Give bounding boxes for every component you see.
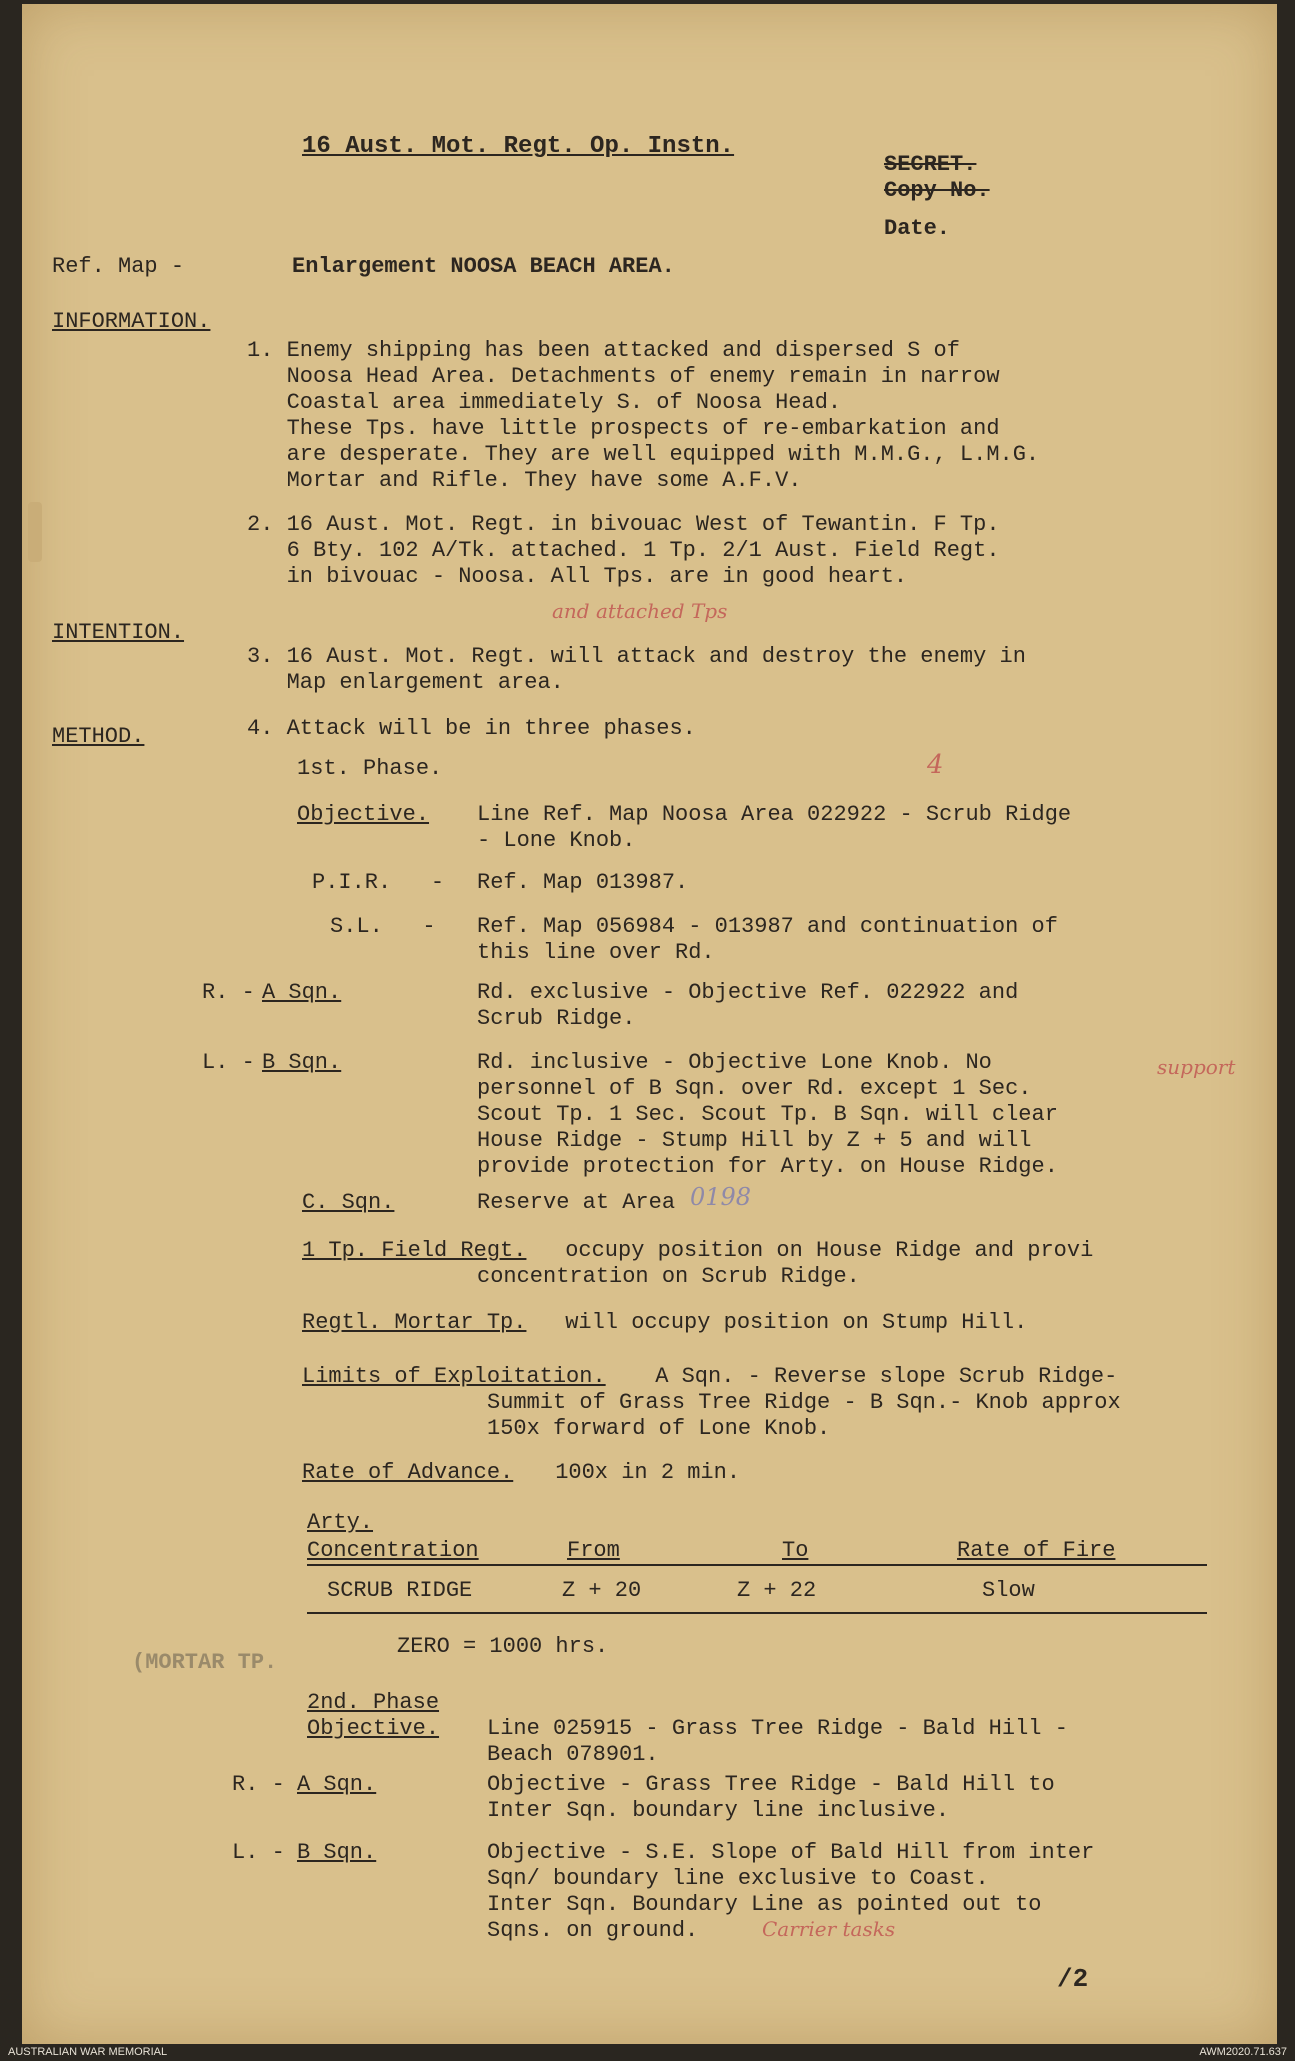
handwritten-carrier-note: Carrier tasks <box>762 1917 896 1941</box>
ref-map-label: Ref. Map - <box>52 254 185 279</box>
rate-text: 100x in 2 min. <box>542 1460 741 1485</box>
paragraph-4: 4. Attack will be in three phases. <box>247 716 696 741</box>
para-line: 6 Bty. 102 A/Tk. attached. 1 Tp. 2/1 Aust. Field Regt. <box>247 538 1000 563</box>
ref-map-value: Enlargement NOOSA BEACH AREA. <box>292 254 675 279</box>
limits-text: A Sqn. - Reverse slope Scrub Ridge- <box>642 1364 1118 1389</box>
zero-hour: ZERO = 1000 hrs. <box>397 1634 609 1659</box>
document-title: 16 Aust. Mot. Regt. Op. Instn. <box>302 133 735 160</box>
arty-col-concentration: Concentration <box>307 1538 479 1563</box>
c-sqn-text: Reserve at Area <box>477 1190 676 1215</box>
section-information: INFORMATION. <box>52 309 211 334</box>
copy-number: Copy No. <box>884 178 990 203</box>
handwritten-phase-mark: 4 <box>927 750 944 780</box>
phase2-b-sqn-text: Objective - S.E. Slope of Bald Hill from inter <box>487 1840 1095 1865</box>
phase2-b-sqn-label: B Sqn. <box>297 1840 377 1865</box>
c-sqn-label: C. Sqn. <box>302 1190 395 1215</box>
phase1-b-sqn-text: personnel of B Sqn. over Rd. except 1 Sec. <box>477 1076 1032 1101</box>
arty-cell: Z + 20 <box>562 1578 642 1603</box>
section-intention: INTENTION. <box>52 620 185 645</box>
phase1-b-sqn-label: B Sqn. <box>262 1050 342 1075</box>
para-line: in bivouac - Noosa. All Tps. are in good heart. <box>247 564 908 589</box>
right-prefix: R. - <box>202 980 255 1005</box>
right-prefix: R. - <box>232 1772 285 1797</box>
mortar-text: will occupy position on Stump Hill. <box>552 1310 1028 1335</box>
para-line: These Tps. have little prospects of re-embarkation and <box>247 416 1000 441</box>
phase2-objective: Line 025915 - Grass Tree Ridge - Bald Hill - <box>487 1716 1068 1741</box>
left-prefix: L. - <box>232 1840 285 1865</box>
phase1-b-sqn-text: Rd. inclusive - Objective Lone Knob. No <box>477 1050 992 1075</box>
phase1-a-sqn-text: Scrub Ridge. <box>477 1006 636 1031</box>
phase1-objective: - Lone Knob. <box>477 828 636 853</box>
phase1-b-sqn-text: Scout Tp. 1 Sec. Scout Tp. B Sqn. will clear <box>477 1102 1058 1127</box>
para-line: are desperate. They are well equipped with M.M.G., L.M.G. <box>247 442 1040 467</box>
pir-value: Ref. Map 013987. <box>477 870 689 895</box>
phase1-a-sqn-text: Rd. exclusive - Objective Ref. 022922 and <box>477 980 1019 1005</box>
arty-col-rate: Rate of Fire <box>957 1538 1116 1563</box>
limits-text: 150x forward of Lone Knob. <box>487 1416 831 1441</box>
phase2-objective-label: Objective. <box>307 1716 440 1741</box>
field-regt-text: concentration on Scrub Ridge. <box>477 1264 860 1289</box>
left-prefix: L. - <box>202 1050 255 1075</box>
phase1-a-sqn-label: A Sqn. <box>262 980 342 1005</box>
page-number: /2 <box>1057 1964 1089 1994</box>
arty-cell: Z + 22 <box>737 1578 817 1603</box>
handwritten-support-note: support <box>1157 1055 1236 1079</box>
phase2-b-sqn-text: Inter Sqn. Boundary Line as pointed out to <box>487 1892 1042 1917</box>
phase2-b-sqn-text: Sqns. on ground. <box>487 1918 699 1943</box>
phase2-a-sqn-text: Objective - Grass Tree Ridge - Bald Hill to <box>487 1772 1055 1797</box>
handwritten-area-number: 0198 <box>690 1183 752 1211</box>
phase2-a-sqn-text: Inter Sqn. boundary line inclusive. <box>487 1798 950 1823</box>
footer-credit: AUSTRALIAN WAR MEMORIAL <box>8 2046 168 2058</box>
rate-label: Rate of Advance. <box>302 1460 514 1485</box>
arty-col-from: From <box>567 1538 620 1563</box>
limits-label: Limits of Exploitation. <box>302 1364 606 1389</box>
footer-accession-number: AWM2020.71.637 <box>1199 2046 1287 2058</box>
para-line: Coastal area immediately S. of Noosa Head. <box>247 390 842 415</box>
para-line: 1. Enemy shipping has been attacked and dispersed S of <box>247 338 960 363</box>
faded-stamp-mortar: (MORTAR TP. <box>132 1650 278 1675</box>
limits-text: Summit of Grass Tree Ridge - B Sqn.- Knob approx <box>487 1390 1121 1415</box>
date-label: Date. <box>884 216 951 241</box>
sl-value: Ref. Map 056984 - 013987 and continuation of <box>477 914 1058 939</box>
secret-mark: SECRET. <box>884 152 977 177</box>
phase2-b-sqn-text: Sqn/ boundary line exclusive to Coast. <box>487 1866 989 1891</box>
mortar-label: Regtl. Mortar Tp. <box>302 1310 527 1335</box>
para-line: Mortar and Rifle. They have some A.F.V. <box>247 468 802 493</box>
table-rule <box>307 1564 1207 1566</box>
phase2-heading: 2nd. Phase <box>307 1690 440 1715</box>
field-regt-text: occupy position on House Ridge and provi <box>552 1238 1094 1263</box>
para-line: 2. 16 Aust. Mot. Regt. in bivouac West of Tewantin. F Tp. <box>247 512 1000 537</box>
arty-cell: SCRUB RIDGE <box>327 1578 473 1603</box>
field-regt-label: 1 Tp. Field Regt. <box>302 1238 527 1263</box>
phase1-b-sqn-text: provide protection for Arty. on House Ridge. <box>477 1154 1058 1179</box>
table-rule <box>307 1612 1207 1614</box>
document-page <box>22 4 1277 2044</box>
phase1-objective-label: Objective. <box>297 802 430 827</box>
phase1-heading: 1st. Phase. <box>297 756 443 781</box>
phase2-objective: Beach 078901. <box>487 1742 659 1767</box>
para-line: Map enlargement area. <box>247 670 564 695</box>
arty-cell: Slow <box>982 1578 1035 1603</box>
handwritten-note-intention: and attached Tps <box>552 599 728 623</box>
arty-heading: Arty. <box>307 1510 374 1535</box>
phase1-objective: Line Ref. Map Noosa Area 022922 - Scrub Ridge <box>477 802 1072 827</box>
pir-label: P.I.R. - <box>312 870 445 895</box>
para-line: Noosa Head Area. Detachments of enemy remain in narrow <box>247 364 1000 389</box>
section-method: METHOD. <box>52 724 145 749</box>
phase1-b-sqn-text: House Ridge - Stump Hill by Z + 5 and will <box>477 1128 1032 1153</box>
phase2-a-sqn-label: A Sqn. <box>297 1772 377 1797</box>
arty-col-to: To <box>782 1538 809 1563</box>
page-edge-tab <box>28 502 42 562</box>
para-line: 3. 16 Aust. Mot. Regt. will attack and destroy the enemy in <box>247 644 1026 669</box>
sl-value: this line over Rd. <box>477 940 715 965</box>
sl-label: S.L. - <box>330 914 436 939</box>
